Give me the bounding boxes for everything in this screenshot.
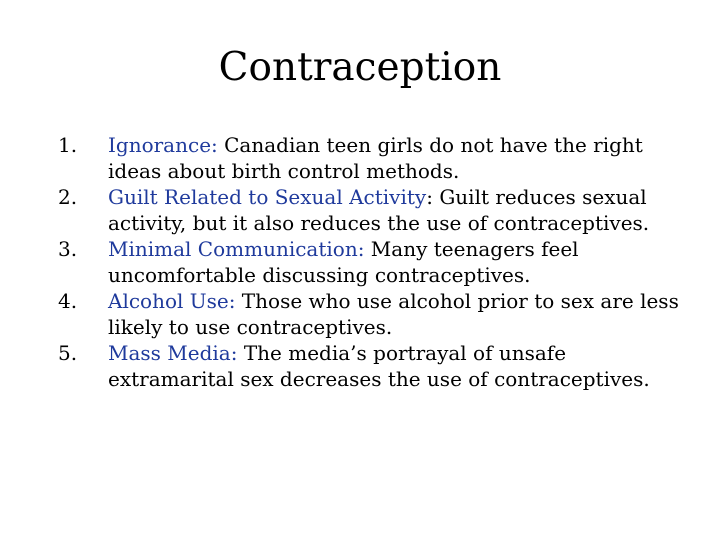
list-item-number: 1. — [58, 133, 78, 157]
list-item-description: Those who use alcohol prior to sex are less likely to use contraceptives. — [108, 289, 679, 339]
list-item — [52, 340, 692, 392]
list-item-description: The media’s portrayal of unsafe extramarital sex decreases the use of contraceptives. — [108, 341, 650, 391]
list-item-text — [108, 184, 692, 236]
list-item-term: Alcohol Use: — [108, 289, 236, 313]
list-item-term: Mass Media: — [108, 341, 238, 365]
slide-title: Contraception — [218, 45, 502, 90]
list-item — [52, 132, 692, 184]
list-item-number: 2. — [58, 185, 78, 209]
list-item-number: 4. — [58, 289, 78, 313]
list-item-term: Minimal Communication: — [108, 237, 365, 261]
list-item — [52, 236, 692, 288]
list-item-description: Canadian teen girls do not have the right ideas about birth control methods. — [108, 133, 643, 183]
list-item — [52, 288, 692, 340]
list-item-text — [108, 340, 692, 392]
list-item-text — [108, 132, 692, 184]
list-item-number: 3. — [58, 237, 78, 261]
list-item-description: : Guilt reduces sexual activity, but it also reduces the use of contraceptives. — [108, 185, 650, 235]
list-item-text — [108, 236, 692, 288]
numbered-list — [52, 132, 692, 392]
list-item — [52, 184, 692, 236]
list-item-text — [108, 288, 692, 340]
list-item-term: Ignorance: — [108, 133, 218, 157]
list-item-description: Many teenagers feel uncomfortable discussing contraceptives. — [108, 237, 579, 287]
list-item-number: 5. — [58, 341, 78, 365]
list-item-term: Guilt Related to Sexual Activity — [108, 185, 427, 209]
